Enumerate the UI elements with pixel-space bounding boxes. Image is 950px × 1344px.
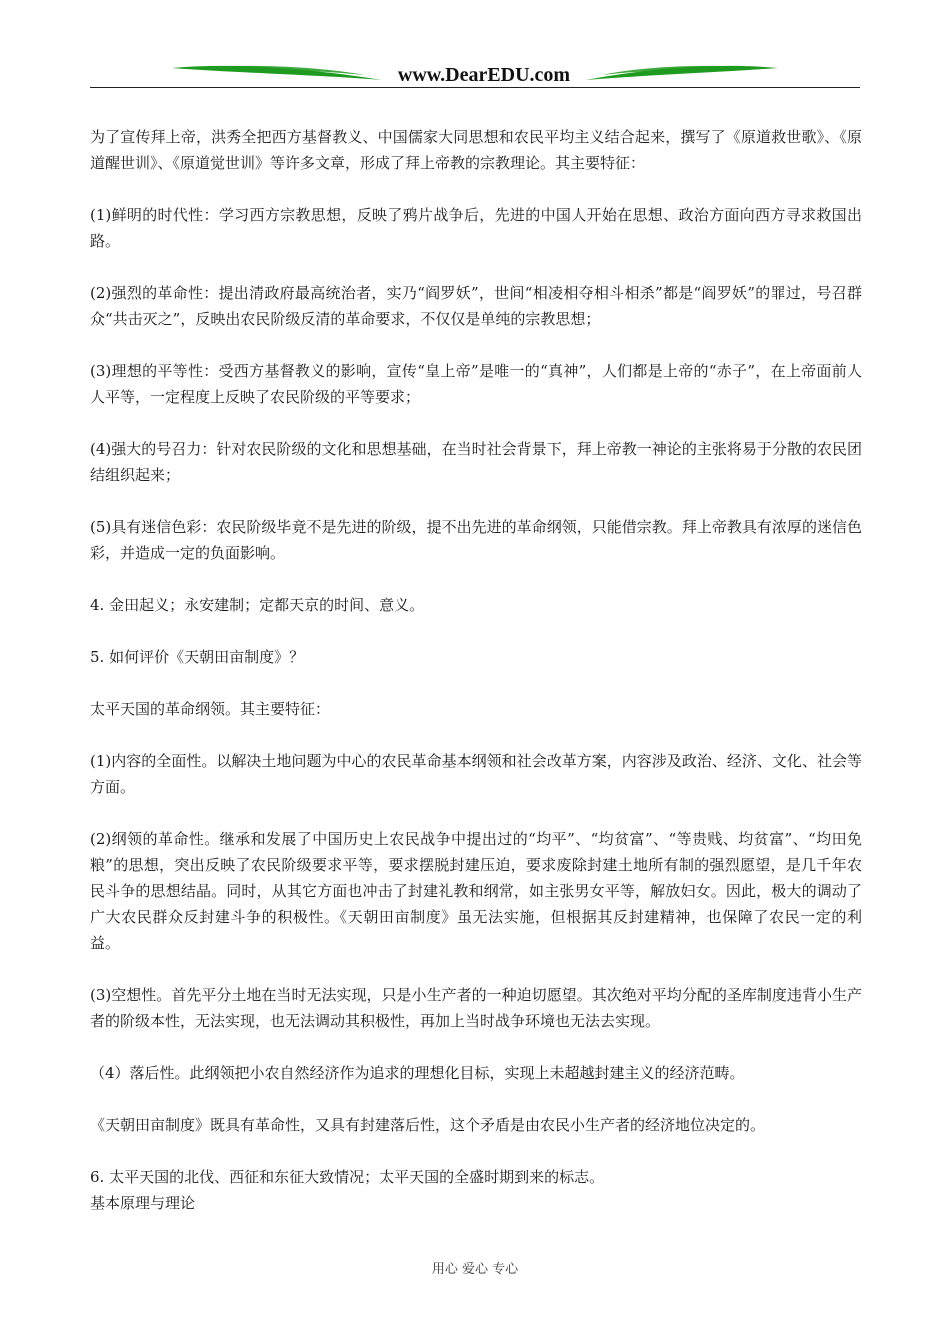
question-6: 6. 太平天国的北伐、西征和东征大致情况；太平天国的全盛时期到来的标志。	[90, 1168, 605, 1186]
paragraph-feature-1: (1)鲜明的时代性：学习西方宗教思想，反映了鸦片战争后，先进的中国人开始在思想、政治方面向西方寻求救国出路。	[90, 206, 862, 250]
site-url: www.DearEDU.com	[397, 64, 571, 86]
answer-5-intro: 太平天国的革命纲领。其主要特征：	[90, 700, 331, 718]
document-body	[90, 124, 862, 1216]
page-footer: 用心 爱心 专心	[431, 1262, 519, 1277]
question-4: 4. 金田起义；永安建制；定都天京的时间、意义。	[90, 596, 425, 614]
answer-5-conclusion: 《天朝田亩制度》既具有革命性，又具有封建落后性，这个矛盾是由农民小生产者的经济地位决定的。	[90, 1116, 766, 1134]
site-header-banner	[90, 58, 860, 90]
answer-5-point-1: (1)内容的全面性。以解决土地问题为中心的农民革命基本纲领和社会改革方案，内容涉及政治、经济、文化、社会等方面。	[90, 752, 862, 796]
header-logo	[90, 58, 860, 90]
question-5: 5. 如何评价《天朝田亩制度》？	[90, 648, 305, 666]
paragraph-intro: 为了宣传拜上帝，洪秀全把西方基督教义、中国儒家大同思想和农民平均主义结合起来，撰写了《原道救世歌》、《原道醒世训》、《原道觉世训》等许多文章，形成了拜上帝教的宗教理论。其主要特征：	[90, 128, 862, 172]
answer-5-point-2: (2)纲领的革命性。继承和发展了中国历史上农民战争中提出过的“均平”、“均贫富”、“等贵贱、均贫富”、“均田免粮”的思想，突出反映了农民阶级要求平等，要求摆脱封建压迫，要求废除封建土地所有制的强烈愿望，是几千年农民斗争的思想结晶。同时，从其它方面也冲击了封建礼教和纲常，如主张男女平等，解放妇女。因此，极大的调动了广大农民群众反封建斗争的积极性。《天朝田亩制度》虽无法实施，但根据其反封建精神，也保障了农民一定的利益。	[90, 830, 862, 952]
section-heading: 基本原理与理论	[90, 1194, 196, 1212]
answer-5-point-3: (3)空想性。首先平分土地在当时无法实现，只是小生产者的一种迫切愿望。其次绝对平均分配的圣库制度违背小生产者的阶级本性，无法实现，也无法调动其积极性，再加上当时战争环境也无法去实现。	[90, 986, 862, 1030]
paragraph-feature-5: (5)具有迷信色彩：农民阶级毕竟不是先进的阶级，提不出先进的革命纲领，只能借宗教。拜上帝教具有浓厚的迷信色彩，并造成一定的负面影响。	[90, 518, 862, 562]
header-divider	[90, 87, 860, 88]
paragraph-feature-3: (3)理想的平等性：受西方基督教义的影响，宣传“皇上帝”是唯一的“真神”，人们都是上帝的“赤子”，在上帝面前人人平等，一定程度上反映了农民阶级的平等要求；	[90, 362, 862, 406]
paragraph-feature-2: (2)强烈的革命性：提出清政府最高统治者，实乃“阎罗妖”，世间“相凌相夺相斗相杀”都是“阎罗妖”的罪过，号召群众“共击灭之”，反映出农民阶级反清的革命要求，不仅仅是单纯的宗教思想；	[90, 284, 862, 328]
answer-5-point-4: （4）落后性。此纲领把小农自然经济作为追求的理想化目标，实现上未超越封建主义的经济范畴。	[90, 1064, 745, 1082]
paragraph-feature-4: (4)强大的号召力：针对农民阶级的文化和思想基础，在当时社会背景下，拜上帝教一神论的主张将易于分散的农民团结组织起来；	[90, 440, 862, 484]
